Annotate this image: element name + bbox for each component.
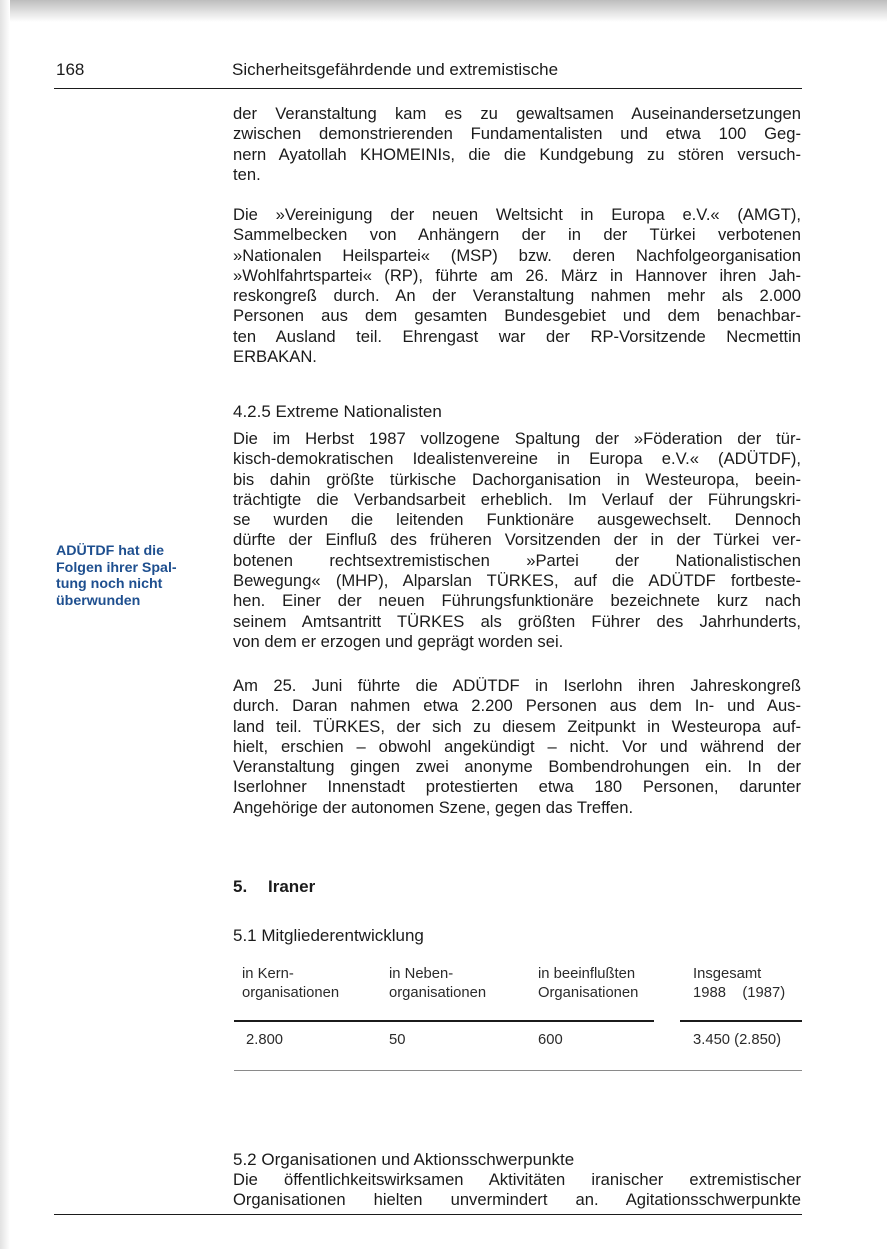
table-header-cell: in Kern- organisationen	[242, 966, 340, 1001]
text-line: trächtigte die Verbandsarbeit erheblich. Im Verlauf der Führungskri-	[233, 489, 801, 509]
text-line: Sammelbecken von Anhängern der in der Türkei verbotenen	[233, 225, 801, 245]
text-line: zwischen demonstrierenden Fundamentalisten und etwa 100 Geg-	[233, 124, 801, 144]
section-heading-5-1: 5.1 Mitgliederentwicklung	[233, 926, 424, 945]
margin-note-line: tung noch nicht	[56, 576, 163, 592]
margin-note-line: überwunden	[56, 592, 141, 609]
text-line: »Wohlfahrtspartei« (RP), führte am 26. März in Hannover ihren Jah-	[233, 265, 801, 285]
table-bottom-rule	[234, 1070, 802, 1071]
table-header-cell: in beeinflußten Organisationen	[538, 966, 639, 1001]
section-number: 5.	[233, 877, 248, 896]
text-line: reskongreß durch. An der Veranstaltung nahmen mehr als 2.000	[233, 286, 801, 306]
text-line: Die »Vereinigung der neuen Weltsicht in Europa e.V.« (AMGT),	[233, 205, 801, 224]
paragraph-iranian-organisations	[233, 1170, 801, 1211]
table-header-cell: in Neben- organisationen	[389, 966, 487, 1001]
section-title: Iraner	[268, 877, 316, 896]
section-heading-5	[233, 877, 315, 897]
running-title: Sicherheitsgefährdende und extremistische	[232, 60, 559, 79]
text-line: Die im Herbst 1987 vollzogene Spaltung der »Föderation der tür-	[233, 429, 801, 448]
text-line: dürfte der Einfluß des früheren Vorsitzenden der in der Türkei ver-	[233, 530, 801, 550]
page-number: 168	[56, 60, 85, 79]
text-line: Die öffentlichkeitswirksamen Aktivitäten iranischer extremistischer	[233, 1170, 801, 1189]
text-line: hielt, erschien – obwohl angekündigt – nicht. Vor und während der	[233, 736, 801, 756]
section-heading-4-2-5: 4.2.5 Extreme Nationalisten	[233, 402, 442, 421]
table-cell: 50	[389, 1032, 406, 1048]
scan-shadow-left	[0, 0, 10, 1249]
table-header-rule	[234, 1020, 654, 1022]
text-line: Personen aus dem gesamten Bundesgebiet und dem benachbar-	[233, 306, 801, 326]
table-header-rule	[680, 1020, 802, 1022]
text-line: ERBAKAN.	[233, 347, 317, 367]
scan-shadow-top	[0, 0, 887, 22]
text-line: Organisationen hielten unvermindert an. Agitationsschwerpunkte	[233, 1190, 801, 1210]
text-line: bis dahin größte türkische Dachorganisation in Westeuropa, beein-	[233, 469, 801, 489]
text-line: ten.	[233, 164, 261, 184]
text-line: »Nationalen Heilspartei« (MSP) bzw. deren Nachfolgeorganisation	[233, 245, 801, 265]
text-line: seinem Amtsantritt TÜRKES als größten Führer des Jahrhunderts,	[233, 611, 801, 631]
table-header-cell: Insgesamt 1988 (1987)	[693, 966, 786, 1001]
footer-rule	[54, 1214, 802, 1215]
margin-note	[56, 543, 206, 609]
table-cell: 600	[538, 1032, 563, 1048]
text-line: Veranstaltung gingen zwei anonyme Bombendrohungen ein. In der	[233, 757, 801, 777]
paragraph-continuation	[233, 104, 801, 185]
margin-note-line: ADÜTDF hat die	[56, 543, 164, 559]
text-line: Am 25. Juni führte die ADÜTDF in Iserlohn ihren Jahreskongreß	[233, 676, 801, 695]
header-rule	[54, 88, 802, 89]
text-line: hen. Einer der neuen Führungsfunktionäre bezeichnete kurz nach	[233, 591, 801, 611]
text-line: se wurden die leitenden Funktionäre ausgewechselt. Dennoch	[233, 510, 801, 530]
text-line: nern Ayatollah KHOMEINIs, die die Kundgebung zu stören versuch-	[233, 144, 801, 164]
margin-note-line: Folgen ihrer Spal-	[56, 559, 177, 576]
table-cell: 3.450 (2.850)	[693, 1032, 782, 1048]
paragraph-iserlohn	[233, 676, 801, 818]
text-line: land teil. TÜRKES, der sich zu diesem Zeitpunkt in Westeuropa auf-	[233, 716, 801, 736]
text-line: ten Ausland teil. Ehrengast war der RP-Vorsitzende Necmettin	[233, 326, 801, 346]
text-line: der Veranstaltung kam es zu gewaltsamen Auseinandersetzungen	[233, 104, 801, 123]
section-heading-5-2: 5.2 Organisationen und Aktionsschwerpunkte	[233, 1150, 575, 1169]
text-line: botenen rechtsextremistischen »Partei der Nationalistischen	[233, 550, 801, 570]
table-cell: 2.800	[246, 1032, 284, 1048]
text-line: Bewegung« (MHP), Alparslan TÜRKES, auf die ADÜTDF fortbeste-	[233, 571, 801, 591]
text-line: durch. Daran nahmen etwa 2.200 Personen aus dem In- und Aus-	[233, 696, 801, 716]
text-line: von dem er erzogen und geprägt worden sei.	[233, 631, 564, 651]
text-line: Angehörige der autonomen Szene, gegen das Treffen.	[233, 797, 634, 817]
text-line: kisch-demokratischen Idealistenvereine in Europa e.V.« (ADÜTDF),	[233, 449, 801, 469]
paragraph-adutdf-split	[233, 429, 801, 652]
paragraph-amgt	[233, 205, 801, 367]
text-line: Iserlohner Innenstadt protestierten etwa 180 Personen, darunter	[233, 777, 801, 797]
